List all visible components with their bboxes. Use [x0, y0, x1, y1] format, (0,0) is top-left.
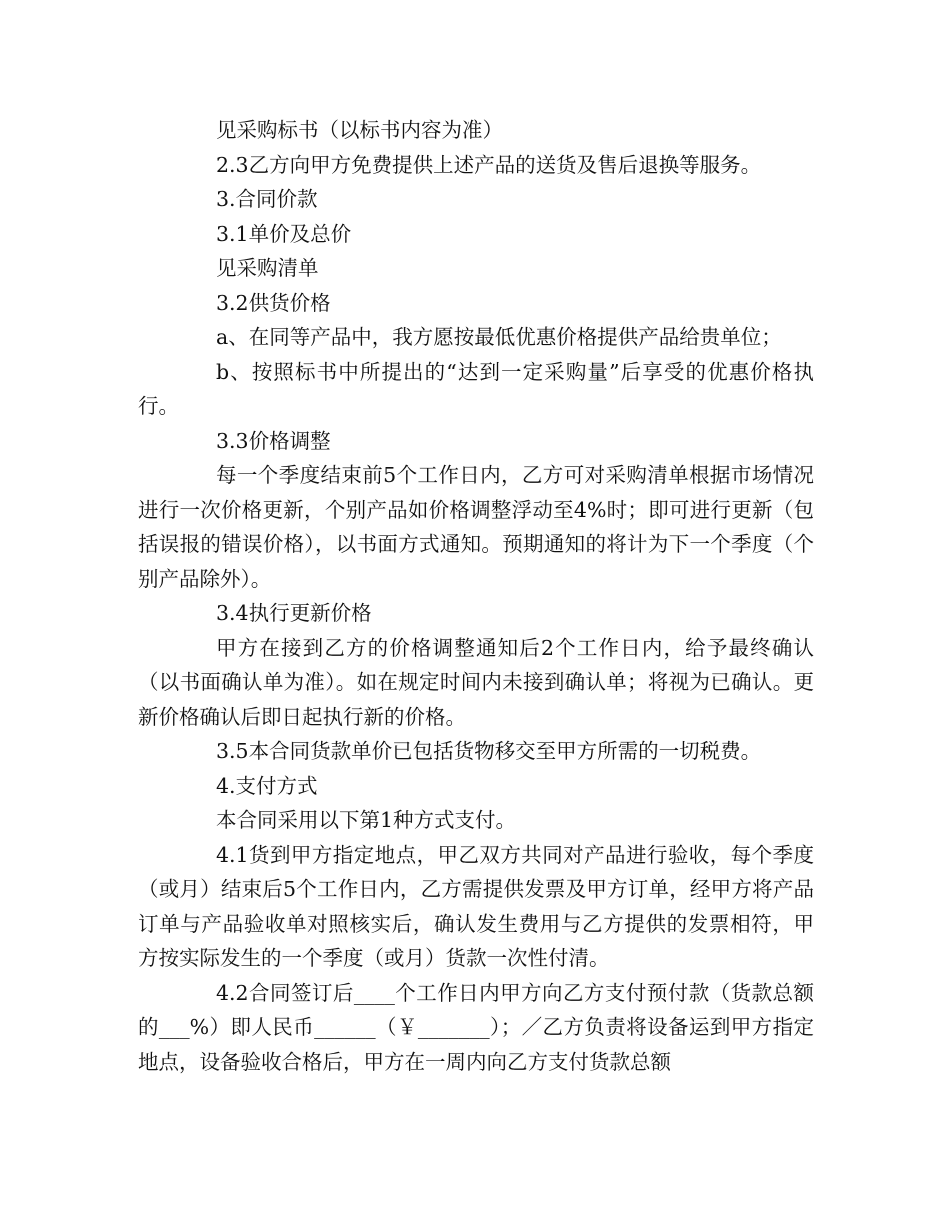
heading-3-4-execute-updated-price: 3.4执行更新价格 [216, 601, 372, 625]
heading-3-1-unit-total-price: 3.1单价及总价 [216, 221, 352, 246]
paragraph-4-1-body: 4.1货到甲方指定地点，甲乙双方共同对产品进行验收，每个季度（或月）结束后5个工作日内，乙方需提供发票及甲方订单，经甲方将产品订单与产品验收单对照核实后，确认发生费用与乙方提供的发票相符，甲方按实际发生的一个季度（或月）货款一次性付清。 [138, 842, 814, 970]
document-page [138, 113, 814, 1079]
paragraph-3-3-body: 每一个季度结束前5个工作日内，乙方可对采购清单根据市场情况进行一次价格更新，个别产品如价格调整浮动至4%时；即可进行更新（包括误报的错误价格），以书面方式通知。预期通知的将计为下一个季度（个别产品除外）。 [138, 463, 814, 591]
paragraph-3-5-taxes: 3.5本合同货款单价已包括货物移交至甲方所需的一切税费。 [216, 739, 762, 763]
paragraph-see-purchase-list: 见采购清单 [216, 256, 319, 280]
paragraph-3-2-a: a、在同等产品中，我方愿按最低优惠价格提供产品给贵单位； [216, 325, 782, 349]
heading-3-3-price-adjustment: 3.3价格调整 [216, 428, 331, 453]
heading-3-contract-price: 3.合同价款 [216, 187, 318, 211]
heading-3-2-supply-price: 3.2供货价格 [216, 290, 331, 315]
paragraph-4-2-body: 4.2合同签订后____个工作日内甲方向乙方支付预付款（货款总额的___%）即人民币______（￥_______）；／乙方负责将设备运到甲方指定地点，设备验收合格后，甲方在一周内向乙方支付货款总额 [138, 980, 814, 1074]
paragraph-3-4-body: 甲方在接到乙方的价格调整通知后2个工作日内，给予最终确认（以书面确认单为准）。如在规定时间内未接到确认单；将视为已确认。更新价格确认后即日起执行新的价格。 [138, 635, 814, 729]
paragraph-4-payment-choice: 本合同采用以下第1种方式支付。 [216, 808, 517, 832]
paragraph-3-2-b: b、按照标书中所提出的“达到一定采购量”后享受的优惠价格执行。 [138, 359, 814, 418]
heading-4-payment-method: 4.支付方式 [216, 773, 318, 798]
paragraph-see-tender: 见采购标书（以标书内容为准） [216, 118, 503, 142]
paragraph-2-3-delivery-service: 2.3乙方向甲方免费提供上述产品的送货及售后退换等服务。 [216, 152, 762, 177]
